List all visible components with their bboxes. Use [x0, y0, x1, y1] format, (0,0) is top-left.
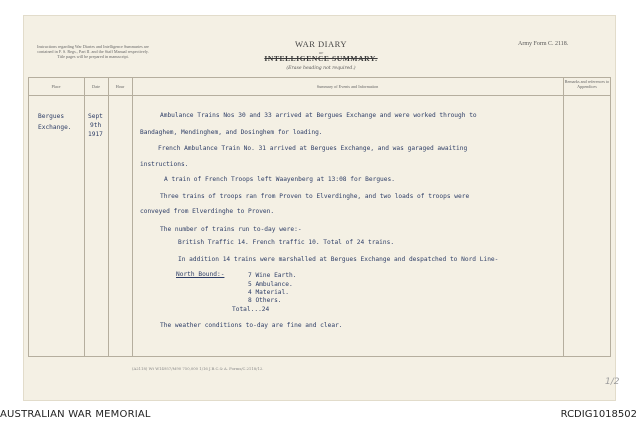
- column-header-summary: Summary of Events and Information: [316, 84, 379, 89]
- north-bound-label: North Bound:-: [176, 271, 225, 278]
- table-left-rule: [28, 77, 29, 357]
- place-line-1: Bergues: [38, 113, 65, 120]
- hour-summary-divider: [132, 77, 133, 357]
- column-header-remarks: Remarks and references to Appendices: [564, 79, 610, 89]
- place-date-divider: [84, 77, 85, 357]
- summary-line: British Traffic 14. French traffic 10. Total of 24 trains.: [178, 239, 395, 246]
- table-bottom-rule: [28, 356, 611, 357]
- archive-id: RCDIG1018502: [560, 409, 637, 420]
- breakdown-line: 7 Wine Earth.: [248, 272, 297, 279]
- column-header-date: Date: [92, 84, 100, 89]
- date-day: 9th: [90, 122, 102, 129]
- archive-name: AUSTRALIAN WAR MEMORIAL: [0, 409, 151, 420]
- summary-line: conveyed from Elverdinghe to Proven.: [140, 208, 275, 215]
- summary-line: In addition 14 trains were marshalled at Bergues Exchange and despatched to Nord Line-: [178, 256, 499, 263]
- date-year: 1917: [88, 131, 103, 138]
- army-form-number: Army Form C. 2118.: [518, 41, 569, 47]
- summary-line: Bandaghem, Mendinghem, and Dosinghem for loading.: [140, 129, 323, 136]
- place-line-2: Exchange.: [38, 124, 72, 131]
- breakdown-line: 8 Others.: [248, 297, 282, 304]
- summary-line: French Ambulance Train No. 31 arrived at Bergues Exchange, and was garaged awaiting: [158, 145, 468, 152]
- summary-line: A train of French Troops left Waayenberg at 13:08 for Bergues.: [164, 176, 395, 183]
- table-top-rule: [28, 77, 611, 78]
- summary-remarks-divider: [563, 77, 564, 357]
- summary-line: The weather conditions to-day are fine and clear.: [160, 322, 343, 329]
- war-diary-page: [23, 15, 620, 401]
- date-month: Sept: [88, 113, 103, 120]
- summary-line: Ambulance Trains Nos 30 and 33 arrived at Bergues Exchange and were worked through to: [160, 112, 477, 119]
- summary-line: Three trains of troops ran from Proven to Elverdinghe, and two loads of troops were: [160, 193, 470, 200]
- intelligence-summary-title: INTELLIGENCE SUMMARY.: [264, 54, 378, 63]
- column-header-place: Place: [51, 84, 61, 89]
- printer-imprint: (A2118) Wt W14957/M90 750,000 1/16 J.B.C.& A. Forms/C.2118/12.: [132, 366, 264, 371]
- breakdown-line: 4 Material.: [248, 289, 289, 296]
- erase-note: (Erase heading not required.): [286, 66, 356, 71]
- breakdown-line: 5 Ambulance.: [248, 281, 293, 288]
- header-bottom-rule: [28, 95, 611, 96]
- column-header-hour: Hour: [115, 84, 125, 89]
- summary-line: The number of trains run to-day were:-: [160, 226, 302, 233]
- instructions-note: Instructions regarding War Diaries and Intelligence Summaries are contained in F. S. Regs., Part II. and the Staff Manual respectively. Title pages will be prepared in manuscript.: [37, 44, 149, 59]
- war-diary-title: WAR DIARY: [295, 39, 347, 49]
- title-or: or: [318, 50, 324, 55]
- table-right-rule: [610, 77, 611, 357]
- pencil-folio-mark: 1/2: [605, 377, 620, 387]
- date-hour-divider: [108, 77, 109, 357]
- total-line: Total...24: [232, 306, 270, 313]
- summary-line: instructions.: [140, 161, 189, 168]
